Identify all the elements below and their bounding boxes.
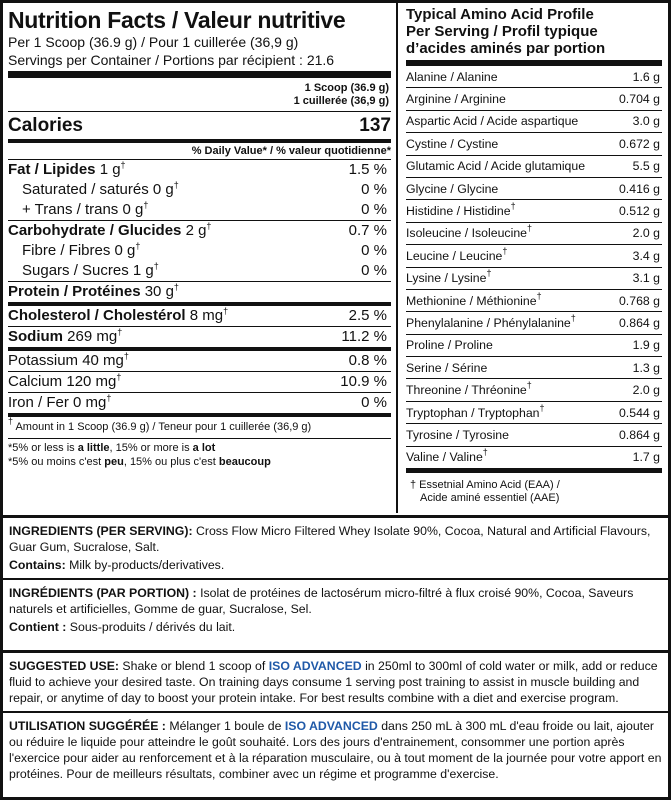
amino-row	[406, 66, 662, 88]
amino-name: Aspartic Acid / Acide aspartique	[406, 114, 579, 129]
nutrient-dv: 0.7 %	[348, 222, 387, 239]
amino-value: 1.9 g	[632, 338, 660, 353]
amino-value: 0.704 g	[618, 92, 660, 107]
nutrient-list	[8, 160, 391, 413]
nutrient-label: Protein / Protéines	[8, 283, 141, 300]
nutrient-amount: 0 mg	[73, 394, 107, 411]
amino-row: Threonine / Thréonine† 2.0 g	[406, 379, 662, 401]
nutrient-row: Saturated / saturés 0 g† 0 %	[22, 180, 387, 198]
nutrient-row: Carbohydrate / Glucides 2 g† 0.7 %	[8, 221, 387, 239]
nutrient-row: Fat / Lipides 1 g† 1.5 %	[8, 160, 387, 178]
nutrient-dv: 0 %	[361, 394, 387, 411]
amino-name: Isoleucine / Isoleucine	[406, 226, 527, 241]
amino-name: Methionine / Méthionine	[406, 293, 537, 308]
amino-value: 1.3 g	[632, 360, 660, 375]
amino-value: 0.864 g	[618, 427, 660, 442]
amino-row	[406, 357, 662, 379]
amino-value: 1.6 g	[632, 69, 660, 84]
eaa-note: † Essetnial Amino Acid (EAA) / Acide aminé essentiel (AAE)	[410, 478, 560, 504]
nutrient-label: Sugars / Sucres	[22, 262, 129, 279]
amino-name: Arginine / Arginine	[406, 92, 506, 107]
nutrient-row: Iron / Fer 0 mg† 0 %	[8, 393, 387, 411]
amino-title: Typical Amino Acid Profile Per Serving / Profil typique d’acides aminés par portion	[406, 6, 606, 57]
nutrient-dv: 1.5 %	[348, 161, 387, 178]
nutrient-dv: 0 %	[361, 262, 387, 279]
amino-name: Alanine / Alanine	[406, 69, 498, 84]
nutrient-label: Sodium	[8, 328, 63, 345]
nutrient-row: Calcium 120 mg† 10.9 %	[8, 372, 387, 390]
calories-value: 137	[359, 115, 391, 136]
nutrient-row: + Trans / trans 0 g† 0 %	[22, 200, 387, 218]
amino-row: Histidine / Histidine† 0.512 g	[406, 200, 662, 222]
nutrient-label: Iron / Fer	[8, 394, 69, 411]
amino-value: 0.416 g	[618, 181, 660, 196]
amino-value: 2.0 g	[632, 383, 660, 398]
nutrient-amount: 0 g	[122, 201, 144, 218]
amount-note: † Amount in 1 Scoop (36.9 g) / Teneur pour 1 cuillerée (36,9 g)	[8, 416, 312, 433]
amino-name: Serine / Sérine	[406, 360, 488, 375]
nutrient-amount: 1 g	[132, 262, 154, 279]
amino-row: Valine / Valine† 1.7 g	[406, 447, 662, 473]
suggested-use-section	[3, 650, 668, 797]
amino-row: Phenylalanine / Phénylalanine† 0.864 g	[406, 312, 662, 334]
amino-row: Methionine / Méthionine† 0.768 g	[406, 290, 662, 312]
nutrient-row: Cholesterol / Cholestérol 8 mg† 2.5 %	[8, 306, 387, 324]
daily-value-note	[8, 439, 391, 469]
nutrient-label: Fibre / Fibres	[22, 242, 111, 259]
nutrient-dv: 2.5 %	[348, 307, 387, 324]
amino-value: 2.0 g	[632, 226, 660, 241]
amino-row: Tryptophan / Tryptophan† 0.544 g	[406, 402, 662, 424]
contains-en: Contains: Milk by-products/derivatives.	[9, 558, 225, 572]
amino-row: Leucine / Leucine† 3.4 g	[406, 245, 662, 267]
ingredients-en: INGREDIENTS (PER SERVING): Cross Flow Micro Filtered Whey Isolate 90%, Cocoa, Natural and Artificial Flavours, Guar Gum, Sucralose, Salt.	[9, 524, 651, 554]
dv-note-fr: *5% ou moins c'est peu, 15% ou plus c'est beaucoup	[8, 456, 271, 468]
amino-list	[406, 60, 662, 473]
amino-row: Lysine / Lysine† 3.1 g	[406, 268, 662, 290]
nutrient-row: Fibre / Fibres 0 g† 0 %	[22, 241, 387, 259]
nutrient-label: Saturated / saturés	[22, 181, 149, 198]
nutrient-amount: 269 mg	[67, 328, 118, 345]
nutrient-label: + Trans / trans	[22, 201, 119, 218]
amino-row	[406, 156, 662, 178]
servings-per-container: Servings per Container / Portions par récipient : 21.6	[8, 52, 335, 68]
amino-value: 5.5 g	[632, 159, 660, 174]
amino-name: Histidine / Histidine	[406, 204, 511, 219]
amino-value: 0.544 g	[618, 405, 660, 420]
serving-size: Per 1 Scoop (36.9 g) / Pour 1 cuillerée (36,9 g)	[8, 34, 299, 50]
nutrient-label: Potassium	[8, 352, 79, 369]
amino-name: Glycine / Glycine	[406, 181, 499, 196]
amino-row	[406, 178, 662, 200]
amino-value: 0.672 g	[618, 136, 660, 151]
amino-row	[406, 424, 662, 446]
amino-value: 0.768 g	[618, 293, 660, 308]
amino-row	[406, 133, 662, 155]
ingredients-fr: INGRÉDIENTS (PAR PORTION) : Isolat de protéines de lactosérum micro-filtré à flux croisé 90%, Cocoa, Saveurs naturels et artificielles, Gomme de guar, Sucralose, Sel.	[9, 586, 634, 616]
nutrient-dv: 0 %	[361, 181, 387, 198]
contains-fr: Contient : Sous-produits / dérivés du lait.	[9, 620, 236, 634]
nutrient-row: Protein / Protéines 30 g†	[8, 282, 179, 300]
nutrient-dv: 11.2 %	[341, 328, 387, 345]
amino-value: 0.864 g	[618, 315, 660, 330]
nutrient-label: Calcium	[8, 373, 63, 390]
nutrient-row: Sodium 269 mg† 11.2 %	[8, 327, 387, 345]
suggested-use-en: SUGGESTED USE: Shake or blend 1 scoop of ISO ADVANCED in 250ml to 300ml of cold water or milk, add or reduce fluid to achieve your desired taste. On training days consume 1 serving post training to assist in muscle building and repair, or anytime of day to boost your protein intake. For best results combine with a diet and exercise program.	[9, 659, 658, 705]
amino-value: 3.0 g	[632, 114, 660, 129]
nutrient-dv: 0.8 %	[348, 352, 387, 369]
nutrient-amount: 1 g	[99, 161, 121, 178]
ingredients-section	[3, 515, 668, 650]
amino-name: Glutamic Acid / Acide glutamique	[406, 159, 586, 174]
nutrient-dv: 10.9 %	[340, 373, 387, 390]
dv-note-en: *5% or less is a little, 15% or more is a lot	[8, 442, 216, 454]
nutrient-amount: 40 mg	[82, 352, 124, 369]
calories-label: Calories	[8, 115, 83, 136]
amino-row	[406, 88, 662, 110]
amino-name: Cystine / Cystine	[406, 136, 499, 151]
amino-value: 0.512 g	[618, 204, 660, 219]
daily-value-header: % Daily Value* / % valeur quotidienne*	[191, 145, 391, 157]
nutrition-facts-panel	[3, 3, 398, 513]
scoop-fr: 1 cuillerée (36,9 g)	[293, 95, 389, 107]
nutrient-amount: 120 mg	[66, 373, 117, 390]
amino-row	[406, 111, 662, 133]
product-name: ISO ADVANCED	[268, 659, 362, 673]
scoop-en: 1 Scoop (36.9 g)	[304, 82, 389, 94]
product-name-fr: ISO ADVANCED	[284, 719, 378, 733]
amino-row: Isoleucine / Isoleucine† 2.0 g	[406, 223, 662, 245]
nutrient-amount: 0 g	[152, 181, 174, 198]
amino-name: Leucine / Leucine	[406, 248, 503, 263]
nutrient-amount: 30 g	[144, 283, 174, 300]
nutrient-row: Potassium 40 mg† 0.8 %	[8, 351, 387, 369]
amino-name: Proline / Proline	[406, 338, 493, 353]
nutrient-label: Carbohydrate / Glucides	[8, 222, 182, 239]
amino-row	[406, 335, 662, 357]
nutrient-dv: 0 %	[361, 201, 387, 218]
amino-acid-panel	[398, 3, 668, 513]
amino-value: 3.4 g	[632, 248, 660, 263]
suggested-use-fr: UTILISATION SUGGÉRÉE : Mélanger 1 boule de ISO ADVANCED dans 250 mL à 300 mL d'eau froide ou lait, ajouter ou réduire le liquide pour atteindre le goût souhaité. Lors des jours d'entrainement, consommer une portion après l'exercice pour aider au renforcement et à la réparation musculaire, ou à tout moment de la journée pour votre apport en protéines. Pour de meilleurs résultats, combiner avec un régime et programme d'exercise.	[9, 719, 662, 781]
nutrition-title: Nutrition Facts / Valeur nutritive	[8, 7, 346, 33]
amino-name: Lysine / Lysine	[406, 271, 487, 286]
amino-name: Valine / Valine	[406, 450, 483, 465]
amino-name: Tyrosine / Tyrosine	[406, 427, 509, 442]
nutrient-dv: 0 %	[361, 242, 387, 259]
amino-value: 3.1 g	[632, 271, 660, 286]
calories-row	[8, 112, 391, 139]
amino-value: 1.7 g	[632, 450, 660, 465]
amino-name: Threonine / Thréonine	[406, 383, 527, 398]
nutrient-amount: 2 g	[185, 222, 207, 239]
nutrient-label: Cholesterol / Cholestérol	[8, 307, 186, 324]
amino-name: Phenylalanine / Phénylalanine	[406, 315, 571, 330]
nutrient-amount: 0 g	[114, 242, 136, 259]
nutrient-row: Sugars / Sucres 1 g† 0 %	[22, 261, 387, 279]
amino-name: Tryptophan / Tryptophan	[406, 405, 540, 420]
nutrient-amount: 8 mg	[189, 307, 224, 324]
scoop-header	[8, 78, 391, 111]
nutrient-label: Fat / Lipides	[8, 161, 96, 178]
